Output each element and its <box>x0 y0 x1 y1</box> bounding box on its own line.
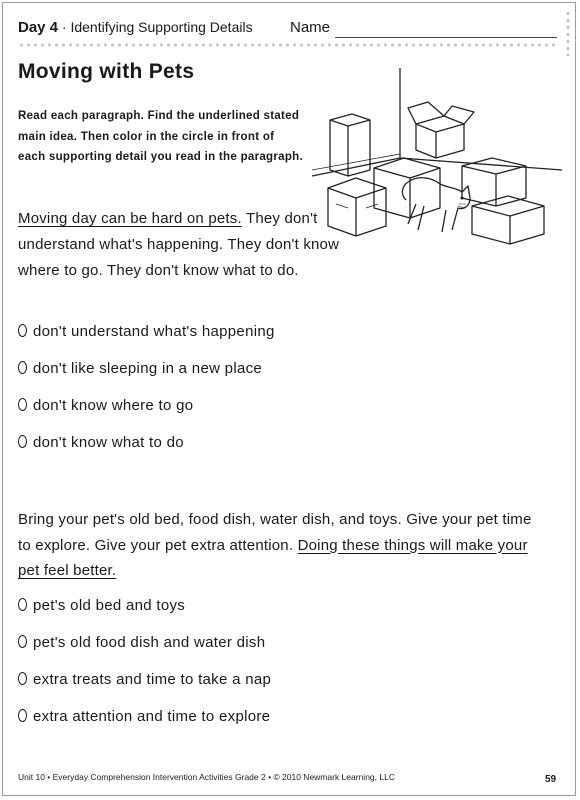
footer-credits: Unit 10 • Everyday Comprehension Intervention Activities Grade 2 • © 2010 Newmark Learning, LLC <box>18 772 395 782</box>
option-label: extra attention and time to explore <box>33 708 271 725</box>
option-item[interactable] <box>18 634 265 651</box>
option-label: pet's old bed and toys <box>33 597 186 614</box>
paragraph-2 <box>18 507 546 584</box>
dotted-divider <box>18 43 558 47</box>
answer-circle[interactable] <box>18 598 27 611</box>
option-label: extra treats and time to take a nap <box>33 671 272 688</box>
option-label: don't like sleeping in a new place <box>33 360 263 377</box>
page-number: 59 <box>545 774 557 785</box>
paragraph-1 <box>18 206 348 284</box>
answer-circle[interactable] <box>18 435 27 448</box>
option-item[interactable] <box>18 360 262 377</box>
instructions: Read each paragraph. Find the underlined stated main idea. Then color in the circle in front of each supporting detail you read in the paragraph. <box>18 110 303 163</box>
answer-circle[interactable] <box>18 361 27 374</box>
option-label: don't know what to do <box>33 434 184 451</box>
main-idea-1: Moving day can be hard on pets. <box>18 210 242 227</box>
day-label: Day 4 <box>18 19 59 36</box>
answer-circle[interactable] <box>18 635 27 648</box>
paragraph-1-body: They don't understand what's happening. They don't know where to go. They don't know what to do. <box>18 210 340 279</box>
answer-circle[interactable] <box>18 672 27 685</box>
page-title: Moving with Pets <box>18 60 195 83</box>
name-field-line[interactable] <box>335 37 557 38</box>
answer-circle[interactable] <box>18 709 27 722</box>
dotted-edge <box>566 10 570 56</box>
option-item[interactable] <box>18 671 271 688</box>
option-item[interactable] <box>18 597 185 614</box>
topic-label: · Identifying Supporting Details <box>61 19 253 35</box>
name-label: Name <box>290 19 331 36</box>
answer-circle[interactable] <box>18 324 27 337</box>
option-item[interactable] <box>18 708 270 725</box>
option-item[interactable] <box>18 323 275 340</box>
main-idea-2: Doing these things will make your pet feel better. <box>18 536 528 579</box>
option-item[interactable] <box>18 434 184 451</box>
answer-circle[interactable] <box>18 398 27 411</box>
option-label: pet's old food dish and water dish <box>33 634 266 651</box>
worksheet-header <box>18 19 253 36</box>
paragraph-2-body: Bring your pet's old bed, food dish, water dish, and toys. Give your pet time to explore. Give your pet extra attention. <box>18 511 532 554</box>
option-item[interactable] <box>18 397 193 414</box>
option-label: don't know where to go <box>33 397 194 414</box>
option-label: don't understand what's happening <box>33 323 275 340</box>
boxes-and-cat-illustration <box>312 58 562 248</box>
